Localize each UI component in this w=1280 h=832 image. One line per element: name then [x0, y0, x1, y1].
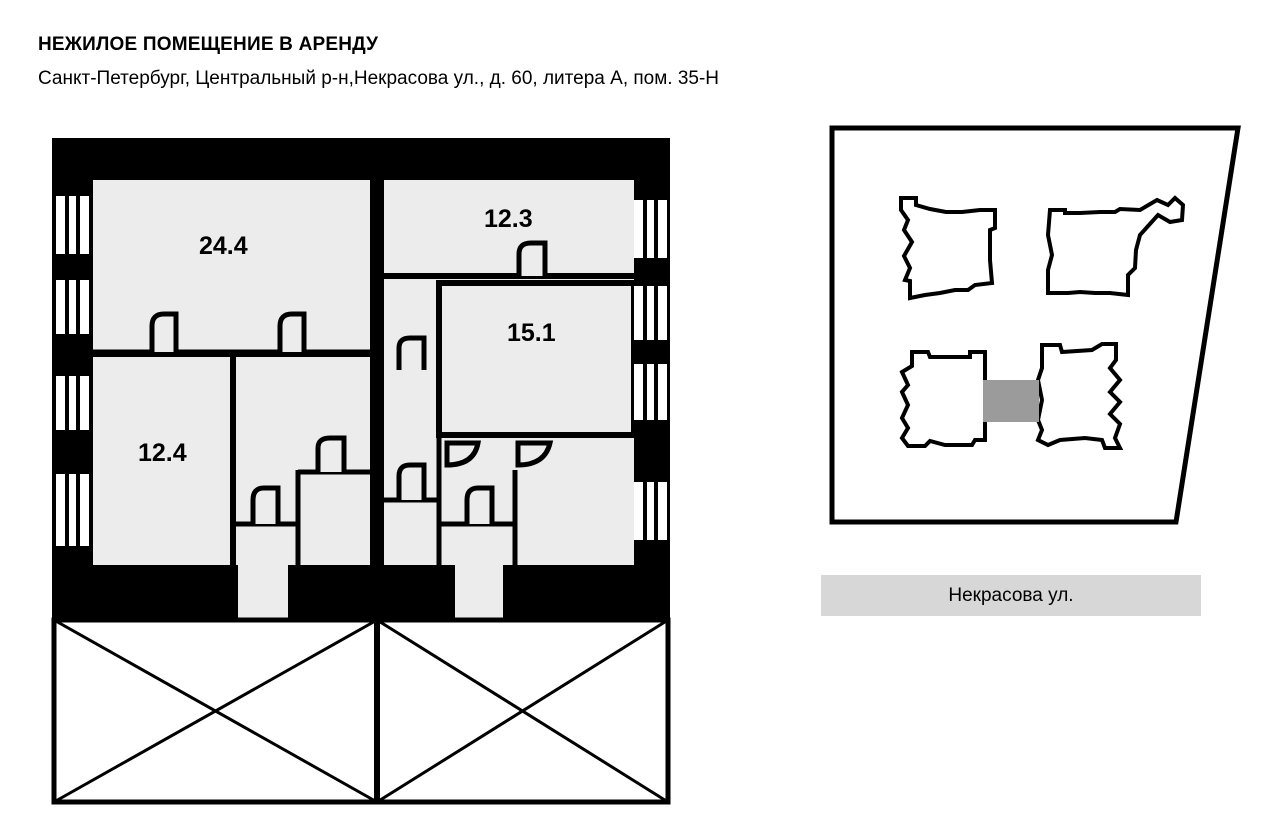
page-title: НЕЖИЛОЕ ПОМЕЩЕНИЕ В АРЕНДУ: [38, 34, 379, 55]
street-label: Некрасова ул.: [948, 584, 1074, 606]
door-icon: [253, 488, 278, 524]
door-icon: [152, 314, 176, 352]
entrance-left-fill: [238, 565, 288, 620]
floor-plan: [52, 138, 670, 802]
street-label-bar: [821, 575, 1201, 616]
room-24-4-label: 24.4: [199, 232, 248, 260]
door-icon: [399, 465, 424, 500]
room-15-1: [439, 283, 634, 435]
door-icon: [519, 243, 545, 276]
highlighted-building: [983, 380, 1039, 422]
building-block-bottom-right: [1038, 344, 1120, 448]
door-icon: [318, 438, 344, 472]
room-15-1-label: 15.1: [507, 319, 556, 347]
windows-right: [634, 200, 667, 540]
building-block-bottom-left: [902, 352, 985, 446]
door-icon: [467, 488, 492, 524]
lower-zone: [54, 620, 668, 802]
site-boundary: [832, 128, 1238, 522]
door-icon: [280, 314, 304, 352]
corridor-left-fill: [236, 357, 370, 565]
building-block-top-left: [901, 198, 995, 298]
door-icon: [399, 338, 424, 370]
room-24-4-fill: [93, 180, 370, 352]
room-12-3-label: 12.3: [484, 205, 533, 233]
entrance-right-fill: [455, 565, 503, 620]
situation-map: [832, 128, 1238, 522]
room-12-4-label: 12.4: [138, 439, 187, 467]
address-line: Санкт-Петербург, Центральный р-н,Некрасова ул., д. 60, литера А, пом. 35-Н: [38, 68, 720, 89]
